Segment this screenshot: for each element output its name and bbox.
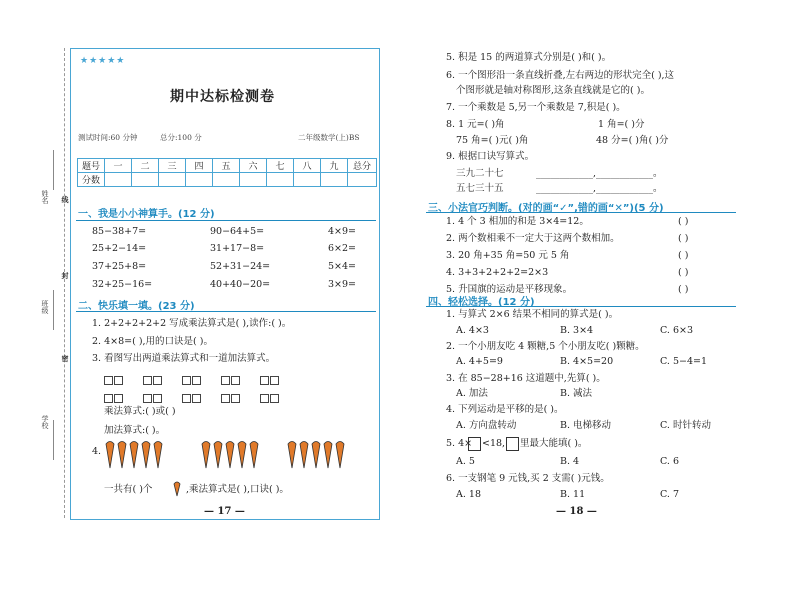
score-col: 八 xyxy=(294,159,321,173)
choice-q5-box-1 xyxy=(468,437,481,451)
score-row-label: 分数 xyxy=(78,173,105,187)
exam-total-score: 总分:100 分 xyxy=(160,133,202,142)
square-groups-row-2 xyxy=(104,388,294,407)
exam-grade: 二年级数学(上)BS xyxy=(298,133,360,142)
score-col: 九 xyxy=(321,159,348,173)
calc-3-1: 37+25+8= xyxy=(92,261,147,272)
choice-q5-mid: <18, xyxy=(482,438,506,449)
side-mark-feng: 封 xyxy=(61,272,69,279)
calc-3-3: 5×4= xyxy=(328,261,357,272)
fill-q9: 9. 根据口诀写算式。 xyxy=(446,151,535,162)
score-col: 五 xyxy=(213,159,240,173)
score-cell[interactable] xyxy=(348,173,377,187)
choice-q1-c[interactable]: C. 6×3 xyxy=(660,325,694,336)
judge-box-2[interactable]: ( ) xyxy=(678,233,689,244)
decor-stars: ★★★★★ xyxy=(80,56,126,66)
score-cell[interactable] xyxy=(132,173,159,187)
choice-q5-prefix: 5. 4× xyxy=(446,438,473,449)
choice-q6-b[interactable]: B. 11 xyxy=(560,489,586,500)
section-3-title: 三、小法官巧判断。(对的画“✓”,错的画“✕”)(5 分) xyxy=(428,203,664,214)
calc-3-2: 52+31−24= xyxy=(210,261,271,272)
judge-box-1[interactable]: ( ) xyxy=(678,216,689,227)
choice-q4: 4. 下列运动是平移的是( )。 xyxy=(446,404,564,415)
choice-q5-c[interactable]: C. 6 xyxy=(660,456,680,467)
side-mark-mi: 密 xyxy=(61,355,69,362)
calc-1-2: 90−64+5= xyxy=(210,226,265,237)
section-4-rule xyxy=(426,306,736,307)
fill-q9-blank-1[interactable]: ____________,____________。 xyxy=(536,168,663,179)
section-3-rule xyxy=(426,212,736,213)
calc-1-1: 85−38+7= xyxy=(92,226,147,237)
score-col: 题号 xyxy=(78,159,105,173)
score-table-row xyxy=(78,173,377,187)
choice-q4-b[interactable]: B. 电梯移动 xyxy=(560,420,612,431)
fill-q3-addition: 加法算式:( )。 xyxy=(104,425,166,436)
choice-q6-a[interactable]: A. 18 xyxy=(456,489,481,500)
judge-item-1: 1. 4 个 3 相加的和是 3×4=12。 xyxy=(446,216,589,227)
side-label-school: 学校 xyxy=(41,415,49,429)
choice-q5-box-2 xyxy=(506,437,519,451)
score-cell[interactable] xyxy=(294,173,321,187)
side-mark-xian: 线 xyxy=(61,196,69,203)
side-label-class: 班级 xyxy=(41,300,49,314)
fill-q6-line2: 个图形就是轴对称图形,这条直线就是它的( )。 xyxy=(456,85,650,96)
judge-item-3: 3. 20 角+35 角=50 元 5 角 xyxy=(446,250,570,261)
calc-4-2: 40+40−20= xyxy=(210,279,271,290)
score-col: 三 xyxy=(159,159,186,173)
fill-q9-rhyme-1: 三九二十七 xyxy=(456,168,504,179)
choice-q3-b[interactable]: B. 减法 xyxy=(560,388,593,399)
calc-2-2: 31+17−8= xyxy=(210,243,265,254)
fill-q8-48fen: 48 分=( )角( )分 xyxy=(596,135,669,146)
fill-q8-yuan: 8. 1 元=( )角 xyxy=(446,119,505,130)
fill-q4-number: 4. xyxy=(92,446,102,457)
judge-box-4[interactable]: ( ) xyxy=(678,267,689,278)
section-2-rule xyxy=(76,311,376,312)
fill-q6-line1: 6. 一个图形沿一条直线折叠,左右两边的形状完全( ),这 xyxy=(446,70,675,81)
square-groups-row-1 xyxy=(104,370,294,389)
score-table xyxy=(77,158,377,187)
section-1-title: 一、我是小小神算手。(12 分) xyxy=(78,209,215,220)
fill-q2: 2. 4×8=( ),用的口诀是( )。 xyxy=(92,336,213,347)
page-title: 期中达标检测卷 xyxy=(170,89,275,105)
score-col: 七 xyxy=(267,159,294,173)
fill-q1: 1. 2+2+2+2+2 写成乘法算式是( ),读作:( )。 xyxy=(92,318,292,329)
page-number-left: — 17 — xyxy=(204,506,245,517)
score-cell[interactable] xyxy=(186,173,213,187)
judge-item-4: 4. 3+3+2+2+2=2×3 xyxy=(446,267,549,278)
page-number-right: — 18 — xyxy=(556,506,597,517)
side-label-name: 姓名 xyxy=(41,190,49,204)
calc-4-1: 32+25−16= xyxy=(92,279,153,290)
choice-q5-suffix: 里最大能填( )。 xyxy=(520,438,588,449)
choice-q2: 2. 一个小朋友吃 4 颗糖,5 个小朋友吃( )颗糖。 xyxy=(446,341,645,352)
score-cell[interactable] xyxy=(213,173,240,187)
side-school-line xyxy=(53,420,54,460)
choice-q6-c[interactable]: C. 7 xyxy=(660,489,680,500)
judge-item-5: 5. 升国旗的运动是平移现象。 xyxy=(446,284,573,295)
calc-4-3: 3×9= xyxy=(328,279,357,290)
side-name-line xyxy=(53,150,54,190)
carrot-group-3 xyxy=(286,436,350,472)
choice-q5-b[interactable]: B. 4 xyxy=(560,456,580,467)
fill-q3-multiplication: 乘法算式:( )或( ) xyxy=(104,406,176,417)
choice-q1-a[interactable]: A. 4×3 xyxy=(456,325,489,336)
fill-q4-count: 一共有( )个 xyxy=(104,484,153,495)
score-cell[interactable] xyxy=(105,173,132,187)
choice-q1-b[interactable]: B. 3×4 xyxy=(560,325,594,336)
score-col: 一 xyxy=(105,159,132,173)
choice-q6: 6. 一支钢笔 9 元钱,买 2 支需( )元钱。 xyxy=(446,473,610,484)
fill-q9-rhyme-2: 五七三十五 xyxy=(456,183,504,194)
section-4-title: 四、轻松选择。(12 分) xyxy=(428,297,535,308)
carrot-group-2 xyxy=(200,436,264,472)
judge-box-5[interactable]: ( ) xyxy=(678,284,689,295)
choice-q2-a[interactable]: A. 4+5=9 xyxy=(456,356,503,367)
exam-time: 测试时间:60 分钟 xyxy=(78,133,138,142)
score-col: 四 xyxy=(186,159,213,173)
score-table-header xyxy=(78,159,377,173)
section-1-rule xyxy=(76,220,376,221)
choice-q5-a[interactable]: A. 5 xyxy=(456,456,475,467)
section-2-title: 二、快乐填一填。(23 分) xyxy=(78,301,195,312)
judge-item-2: 2. 两个数相乘不一定大于这两个数相加。 xyxy=(446,233,620,244)
calc-1-3: 4×9= xyxy=(328,226,357,237)
score-cell[interactable] xyxy=(159,173,186,187)
score-cell[interactable] xyxy=(321,173,348,187)
choice-q3-a[interactable]: A. 加法 xyxy=(456,388,488,399)
side-class-line xyxy=(53,290,54,330)
choice-q2-b[interactable]: B. 4×5=20 xyxy=(560,356,614,367)
fill-q5: 5. 积是 15 的两道算式分别是( )和( )。 xyxy=(446,52,612,63)
choice-q2-c[interactable]: C. 5−4=1 xyxy=(660,356,708,367)
judge-box-3[interactable]: ( ) xyxy=(678,250,689,261)
fill-q4-formula: ,乘法算式是( ),口诀( )。 xyxy=(186,484,289,495)
fill-q8-jiao: 1 角=( )分 xyxy=(598,119,645,130)
binding-dashed-line xyxy=(64,48,65,518)
score-cell[interactable] xyxy=(267,173,294,187)
fill-q8-75jiao: 75 角=( )元( )角 xyxy=(456,135,529,146)
choice-q4-c[interactable]: C. 时针转动 xyxy=(660,420,711,431)
score-col: 六 xyxy=(240,159,267,173)
choice-q1: 1. 与算式 2×6 结果不相同的算式是( )。 xyxy=(446,309,619,320)
score-col: 二 xyxy=(132,159,159,173)
calc-2-1: 25+2−14= xyxy=(92,243,147,254)
fill-q3: 3. 看图写出两道乘法算式和一道加法算式。 xyxy=(92,353,276,364)
carrot-group-1 xyxy=(104,436,168,472)
carrot-icon xyxy=(172,479,186,497)
score-cell[interactable] xyxy=(240,173,267,187)
choice-q4-a[interactable]: A. 方向盘转动 xyxy=(456,420,517,431)
fill-q7: 7. 一个乘数是 5,另一个乘数是 7,积是( )。 xyxy=(446,102,626,113)
choice-q3: 3. 在 85−28+16 这道题中,先算( )。 xyxy=(446,373,606,384)
fill-q9-blank-2[interactable]: ____________,____________。 xyxy=(536,183,663,194)
score-col: 总分 xyxy=(348,159,377,173)
calc-2-3: 6×2= xyxy=(328,243,357,254)
